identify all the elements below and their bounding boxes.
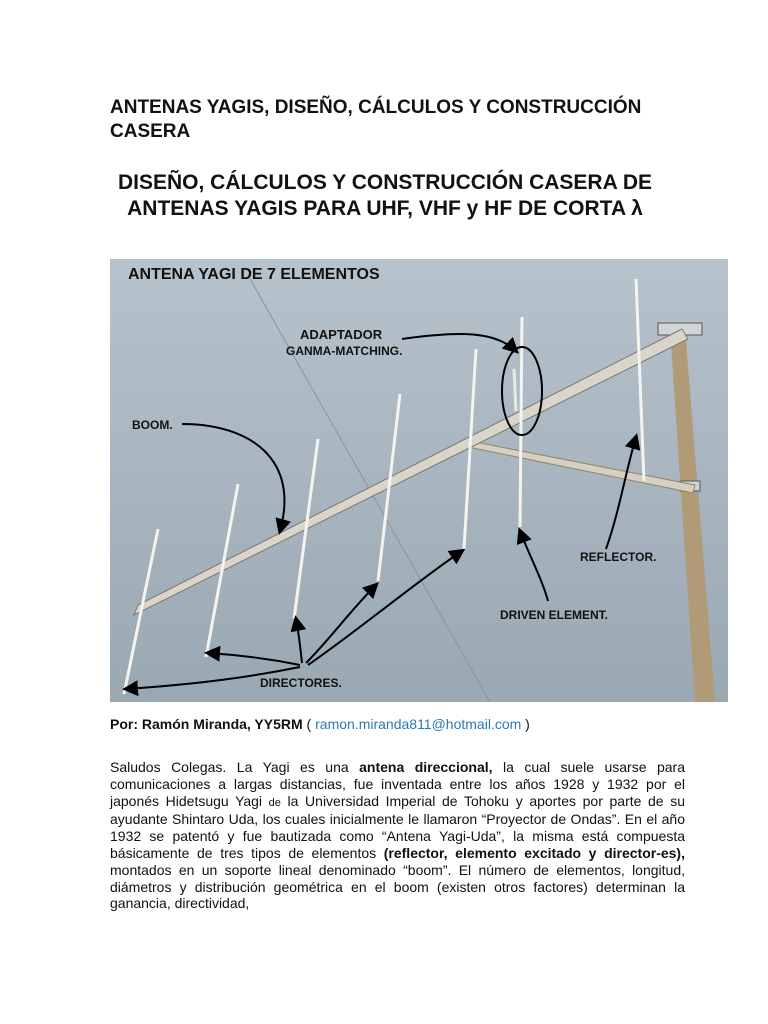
figure-caption: ANTENA YAGI DE 7 ELEMENTOS bbox=[128, 266, 380, 283]
label-directores: DIRECTORES. bbox=[260, 676, 342, 690]
label-reflector: REFLECTOR. bbox=[580, 550, 657, 564]
body-text-3: la Universidad Imperial de Tohoku y aportes por parte de su ayudante Shintaro Uda, los cuales inicialmente le llamaron “Proyector de Ondas”. En el año 1932 se patentó y fue bautizada como “Antena Yagi-Uda”, la misma está compuesta básicamente de tres tipos de elementos bbox=[110, 792, 686, 861]
body-bold-1: antena direccional, bbox=[359, 759, 493, 775]
body-text-1: Saludos Colegas. La Yagi es una bbox=[110, 759, 360, 775]
label-gamma-matching: GANMA-MATCHING. bbox=[286, 344, 403, 358]
author-name: Por: Ramón Miranda, YY5RM bbox=[110, 716, 303, 732]
byline-open-paren: ( bbox=[302, 716, 316, 732]
driven-element bbox=[520, 317, 522, 527]
body-text-2: la cual suele usarse para comunicaciones a largas distancias, fue inventada entre los años 1928 y 1932 por el japonés Hidetsugu Yagi bbox=[110, 759, 685, 809]
document-subtitle: DISEÑO, CÁLCULOS Y CONSTRUCCIÓN CASERA DE ANTENAS YAGIS PARA UHF, VHF y HF DE CORTA λ bbox=[118, 171, 652, 220]
label-boom: BOOM. bbox=[132, 418, 173, 432]
antenna-illustration bbox=[110, 259, 728, 702]
body-bold-2: (reflector, elemento excitado y director-es), bbox=[383, 844, 685, 861]
byline-close-paren: ) bbox=[521, 716, 530, 732]
body-text-4: montados en un soporte lineal denominado “boom”. El número de elementos, longitud, diámetros y distribución geométrica en el boom (existen otros factores) determinan la ganancia, directividad, bbox=[110, 861, 685, 912]
antenna-photo bbox=[110, 259, 728, 702]
document-title: ANTENAS YAGIS, DISEÑO, CÁLCULOS Y CONSTRUCCIÓN CASERA bbox=[110, 97, 642, 142]
label-adaptador: ADAPTADOR bbox=[300, 327, 383, 342]
body-text-de: de bbox=[268, 796, 281, 809]
intro-paragraph bbox=[110, 759, 685, 912]
byline bbox=[110, 715, 710, 733]
gamma-match-rod bbox=[514, 369, 516, 411]
author-email-link[interactable]: ramon.miranda811@hotmail.com bbox=[315, 716, 522, 732]
label-driven-element: DRIVEN ELEMENT. bbox=[500, 608, 609, 622]
